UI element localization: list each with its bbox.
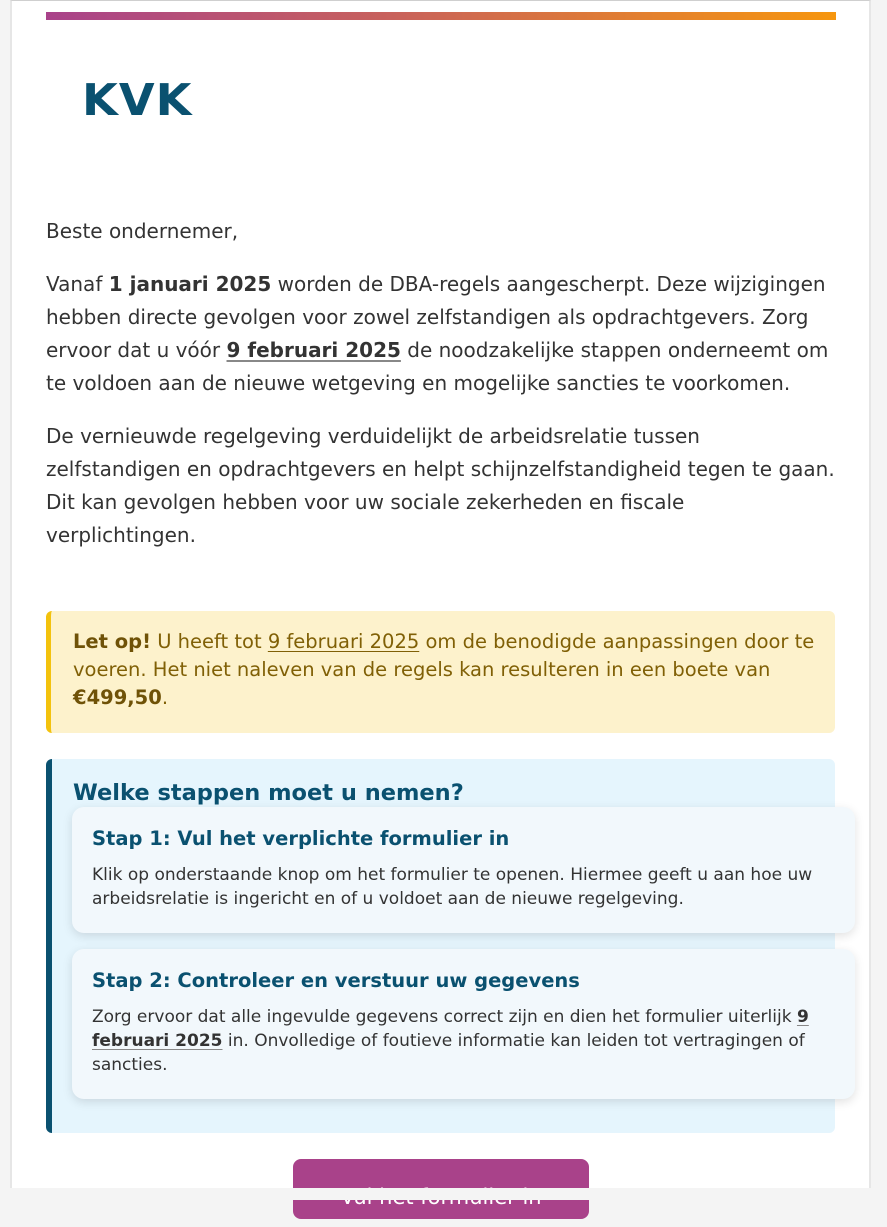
steps-panel	[46, 759, 835, 1133]
greeting: Beste ondernemer,	[46, 219, 239, 243]
email-body	[46, 215, 836, 572]
deadline-date: 9 februari 2025	[92, 1007, 809, 1051]
text: de noodzakelijke stappen onderneemt om te voldoen aan de nieuwe wetgeving en mogelijke sancties te voorkomen.	[46, 338, 829, 395]
step-text	[92, 1005, 835, 1077]
regulation-paragraph: De vernieuwde regelgeving verduidelijkt de arbeidsrelatie tussen zelfstandigen en opdrachtgevers en helpt schijnzelfstandigheid tegen te gaan. Dit kan gevolgen hebben voor uw sociale zekerheden en fiscale verplichtingen.	[46, 424, 835, 547]
step-card-2	[72, 949, 855, 1099]
brand-gradient-bar	[46, 12, 836, 20]
text: Zorg ervoor dat alle ingevulde gegevens correct zijn en dien het formulier uiterlijk	[92, 1007, 797, 1027]
warning-label: Let op!	[73, 630, 152, 653]
bottom-bar	[0, 1188, 887, 1200]
text: om de benodigde aanpassingen door te voeren. Het niet naleven van de regels kan resulteren in een boete van	[73, 630, 815, 681]
start-date: 1 januari 2025	[108, 272, 272, 296]
kvk-logo: KVK	[82, 75, 193, 126]
step-title: Stap 2: Controleer en verstuur uw gegevens	[92, 969, 580, 992]
step-text: Klik op onderstaande knop om het formulier te openen. Hiermee geeft u aan hoe uw arbeidsrelatie is ingericht en of u voldoet aan de nieuwe regelgeving.	[92, 865, 813, 909]
steps-heading: Welke stappen moet u nemen?	[73, 780, 464, 806]
warning-callout	[46, 611, 835, 733]
step-title: Stap 1: Vul het verplichte formulier in	[92, 827, 510, 850]
text: U heeft tot	[151, 630, 268, 653]
email-frame	[10, 0, 871, 1189]
text: Vanaf	[46, 272, 109, 296]
text: worden de DBA-regels aangescherpt. Deze wijzigingen hebben directe gevolgen voor zowel zelfstandigen als opdrachtgevers. Zorg ervoor dat u vóór	[46, 272, 826, 362]
text: .	[161, 686, 169, 709]
text: in. Onvolledige of foutieve informatie kan leiden tot vertragingen of sancties.	[92, 1031, 805, 1075]
deadline-link[interactable]: 9 februari 2025	[267, 630, 420, 653]
fine-amount: €499,50	[73, 686, 162, 709]
step-card-1	[72, 807, 855, 933]
intro-paragraph	[46, 268, 836, 400]
deadline-date: 9 februari 2025	[226, 338, 401, 362]
